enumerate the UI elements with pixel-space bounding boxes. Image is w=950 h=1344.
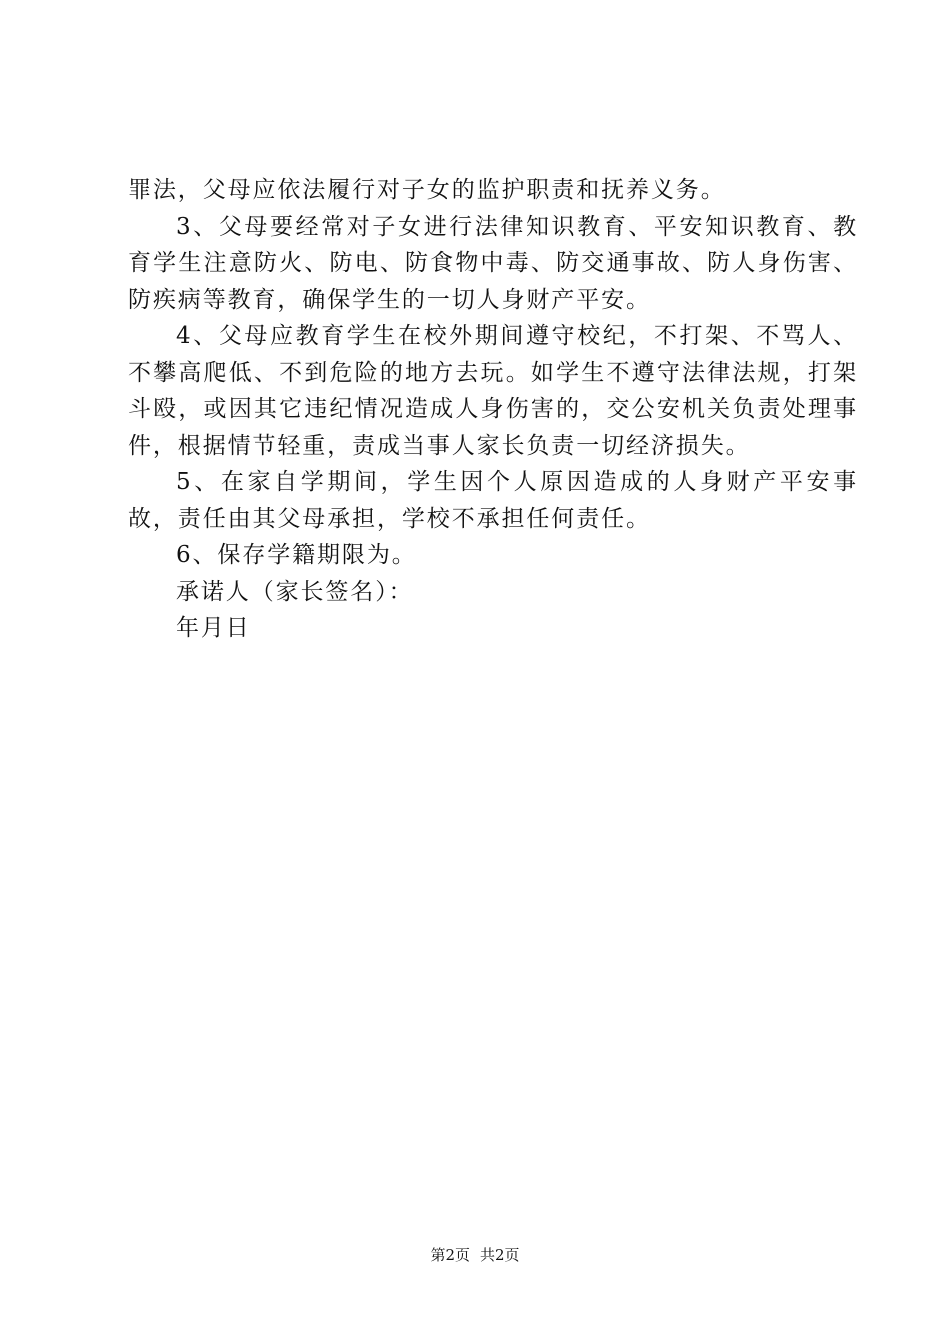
- date-line: 年月日: [176, 615, 251, 641]
- signature-line: 承诺人（家长签名）：: [176, 578, 414, 605]
- document-body: [128, 172, 858, 647]
- page-footer: [0, 1244, 950, 1265]
- page-number-current: 第2页: [430, 1246, 470, 1264]
- paragraph-item-5: 5、在家自学期间，学生因个人原因造成的人身财产平安事故，责任由其父母承担，学校不承担任何责任。: [128, 469, 858, 532]
- page-number-total: 共2页: [480, 1246, 520, 1264]
- paragraph-item-3: 3、父母要经常对子女进行法律知识教育、平安知识教育、教育学生注意防火、防电、防食物中毒、防交通事故、防人身伤害、防疾病等教育，确保学生的一切人身财产平安。: [128, 213, 858, 313]
- paragraph-item-6: 6、保存学籍期限为。: [176, 542, 417, 568]
- paragraph-item-4: 4、父母应教育学生在校外期间遵守校纪，不打架、不骂人、不攀高爬低、不到危险的地方去玩。如学生不遵守法律法规，打架斗殴，或因其它违纪情况造成人身伤害的，交公安机关负责处理事件，根据情节轻重，责成当事人家长负责一切经济损失。: [128, 323, 858, 459]
- paragraph-continuation: 罪法，父母应依法履行对子女的监护职责和抚养义务。: [128, 177, 726, 203]
